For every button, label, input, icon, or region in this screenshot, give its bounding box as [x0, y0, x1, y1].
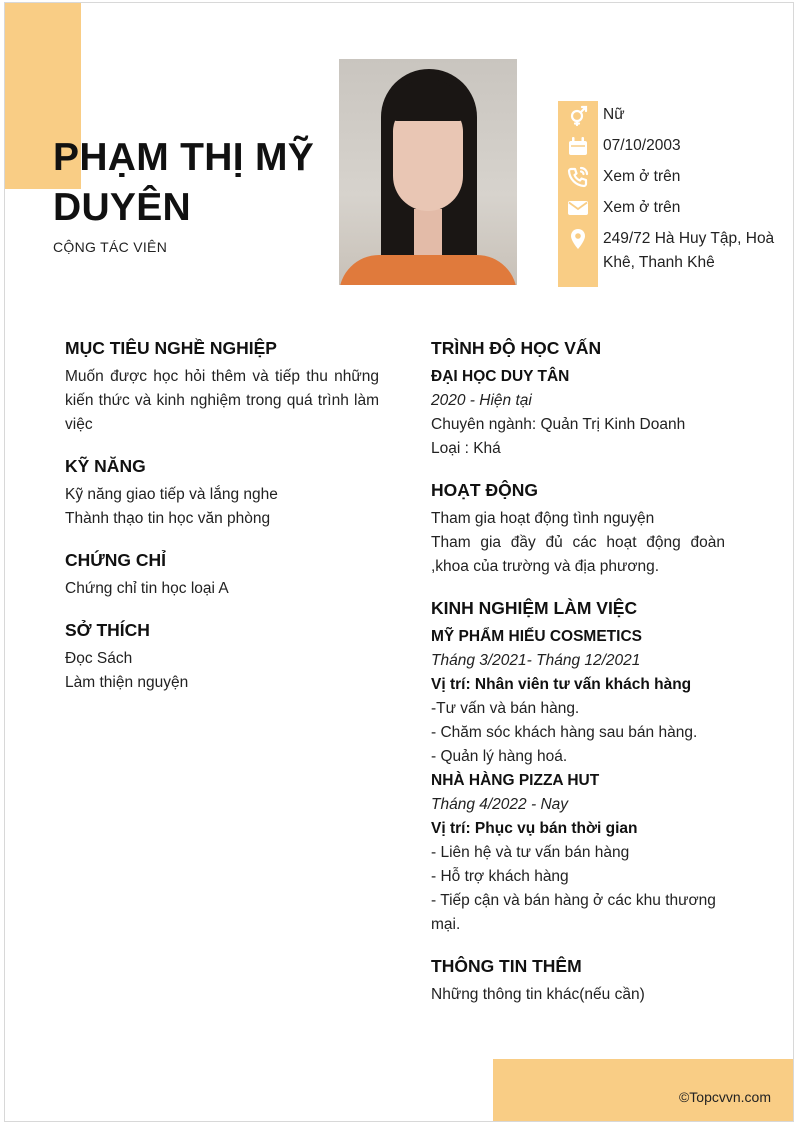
section-title: KINH NGHIỆM LÀM VIỆC: [431, 598, 638, 618]
job-duty: -Tư vấn và bán hàng.: [431, 700, 580, 717]
job-position: Vị trí: Nhân viên tư vấn khách hàng: [431, 676, 692, 693]
contact-birthday: 07/10/2003: [558, 134, 788, 158]
list-item: Tham gia hoạt động tình nguyện: [431, 510, 655, 527]
candidate-role: CỘNG TÁC VIÊN: [53, 239, 168, 255]
activities-section: [431, 477, 725, 579]
contact-email: Xem ở trên: [558, 196, 788, 220]
job-duty: - Tiếp cận và bán hàng ở các khu thương mại.: [431, 892, 716, 933]
left-column: [65, 335, 379, 711]
list-item: Tham gia đầy đủ các hoạt động đoàn ,khoa của trường và địa phương.: [431, 534, 725, 575]
contact-address: 249/72 Hà Huy Tập, Hoà Khê, Thanh Khê: [558, 227, 788, 275]
education-major: Chuyên ngành: Quản Trị Kinh Doanh: [431, 416, 686, 433]
candidate-name: PHẠM THỊ MỸ DUYÊN: [53, 136, 315, 229]
profile-photo: [339, 59, 517, 285]
section-title: SỞ THÍCH: [65, 620, 150, 640]
cv-page: [4, 2, 794, 1122]
list-item: Chứng chỉ tin học loại A: [65, 580, 229, 597]
section-title: HOẠT ĐỘNG: [431, 480, 538, 500]
education-section: [431, 335, 725, 461]
email-icon: [558, 196, 598, 220]
certificates-section: [65, 547, 379, 601]
phone-icon: [558, 165, 598, 189]
calendar-icon: [558, 134, 598, 158]
job-period: Tháng 4/2022 - Nay: [431, 796, 569, 813]
school-name: ĐẠI HỌC DUY TÂN: [431, 368, 570, 385]
section-title: MỤC TIÊU NGHỀ NGHIỆP: [65, 338, 277, 358]
skills-section: [65, 453, 379, 531]
right-column: [431, 335, 725, 1023]
list-item: Kỹ năng giao tiếp và lắng nghe: [65, 486, 278, 503]
contact-info: [558, 103, 788, 282]
copyright-text: ©Topcvvn.com: [678, 1089, 771, 1105]
experience-section: [431, 595, 725, 937]
job-duty: - Quản lý hàng hoá.: [431, 748, 568, 765]
job-position: Vị trí: Phục vụ bán thời gian: [431, 820, 638, 837]
objective-section: [65, 335, 379, 437]
list-item: Làm thiện nguyện: [65, 674, 189, 691]
job-duty: - Chăm sóc khách hàng sau bán hàng.: [431, 724, 698, 741]
list-item: Đọc Sách: [65, 650, 133, 667]
job-company: MỸ PHẨM HIẾU COSMETICS: [431, 628, 642, 645]
education-period: 2020 - Hiện tại: [431, 392, 532, 409]
additional-text: Những thông tin khác(nếu cần): [431, 986, 645, 1003]
job-company: NHÀ HÀNG PIZZA HUT: [431, 772, 600, 789]
section-title: TRÌNH ĐỘ HỌC VẤN: [431, 338, 602, 358]
section-title: THÔNG TIN THÊM: [431, 956, 582, 976]
gender-icon: [558, 103, 598, 127]
contact-gender: Nữ: [558, 103, 788, 127]
additional-section: [431, 953, 725, 1007]
objective-text: Muốn được học hỏi thêm và tiếp thu những kiến thức và kinh nghiệm trong quá trình làm việc: [65, 368, 379, 433]
section-title: KỸ NĂNG: [65, 456, 146, 476]
job-duty: - Hỗ trợ khách hàng: [431, 868, 569, 885]
list-item: Thành thạo tin học văn phòng: [65, 510, 271, 527]
location-icon: [558, 227, 598, 251]
job-period: Tháng 3/2021- Tháng 12/2021: [431, 652, 641, 669]
job-duty: - Liên hệ và tư vấn bán hàng: [431, 844, 630, 861]
hobbies-section: [65, 617, 379, 695]
contact-phone: Xem ở trên: [558, 165, 788, 189]
section-title: CHỨNG CHỈ: [65, 550, 167, 570]
education-grade: Loại : Khá: [431, 440, 501, 457]
